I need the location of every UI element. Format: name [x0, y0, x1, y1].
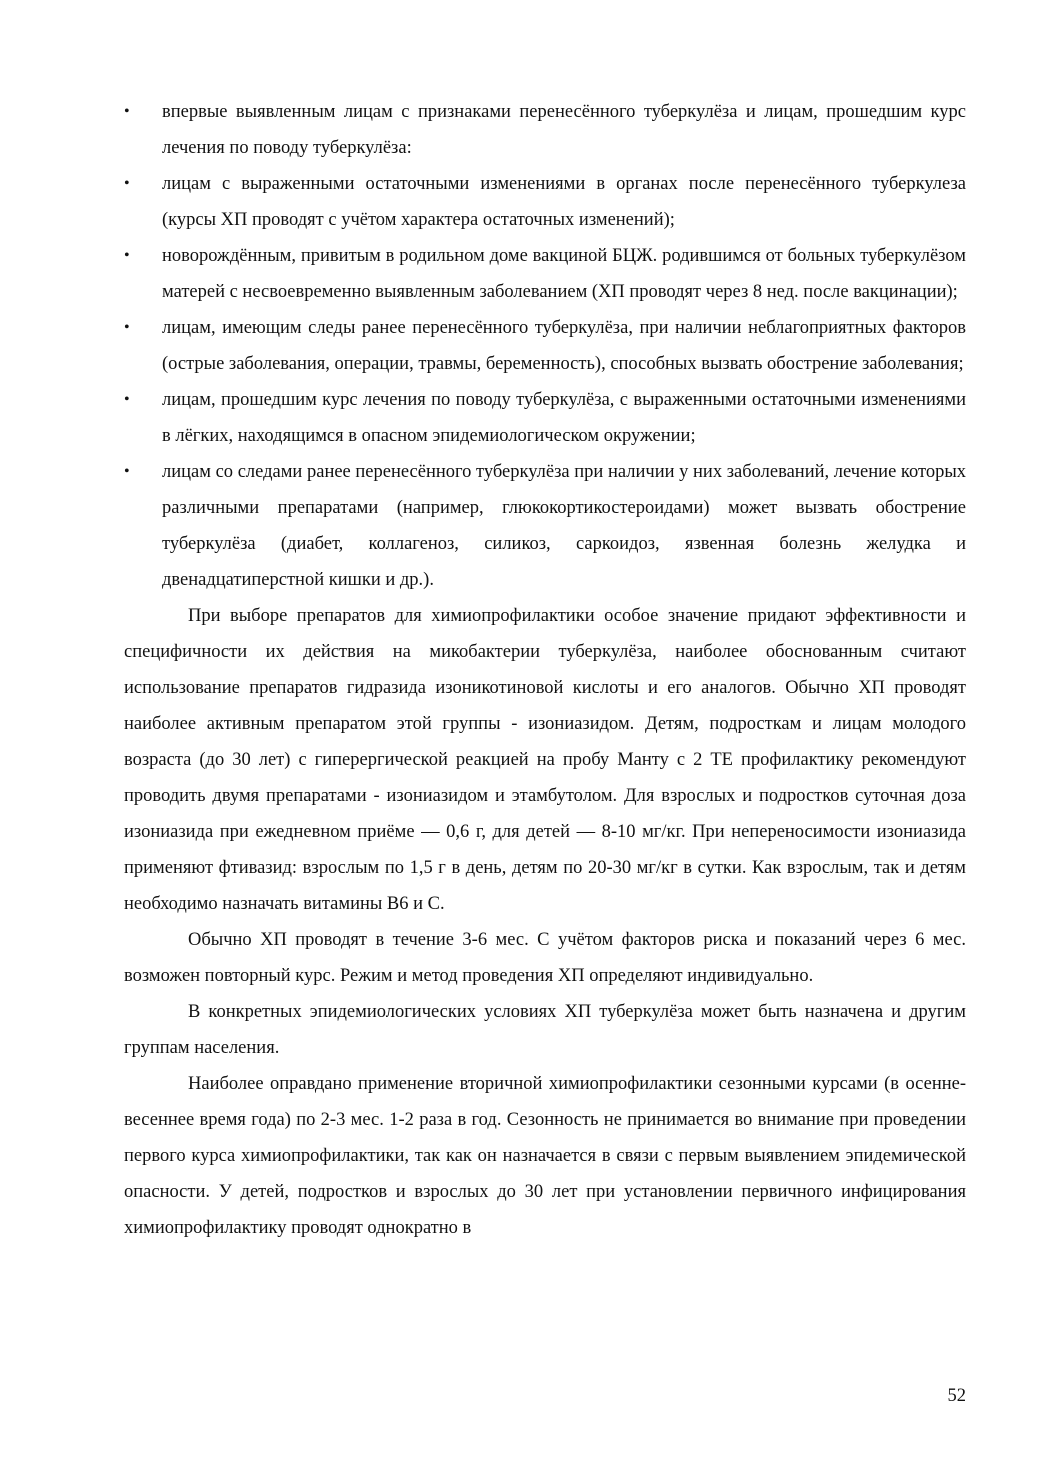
page-number: 52: [947, 1386, 966, 1406]
bullet-icon: •: [124, 103, 130, 120]
indications-list: [124, 94, 966, 598]
list-item: [124, 94, 966, 166]
list-item-text: новорождённым, привитым в родильном доме вакциной БЦЖ. родившимся от больных туберкулёзом матерей с несвоевременно выявленным заболеванием (ХП проводят через 8 нед. после вакцинации);: [162, 246, 966, 302]
list-item: [124, 310, 966, 382]
paragraph-seasonal-courses: Наиболее оправдано применение вторичной химиопрофилактики сезонными курсами (в осенне-весеннее время года) по 2-3 мес. 1-2 раза в год. Сезонность не принимается во внимание при проведении первого курса химиопрофилактики, так как он назначается в связи с первым выявлением эпидемической опасности. У детей, подростков и взрослых до 30 лет при установлении первичного инфицирования химиопрофилактику проводят однократно в: [124, 1074, 966, 1238]
bullet-icon: •: [124, 391, 130, 408]
paragraph-duration: Обычно ХП проводят в течение 3-6 мес. С учётом факторов риска и показаний через 6 мес. возможен повторный курс. Режим и метод проведения ХП определяют индивидуально.: [124, 930, 966, 986]
bullet-icon: •: [124, 247, 130, 264]
paragraph-other-groups: В конкретных эпидемиологических условиях ХП туберкулёза может быть назначена и другим группам населения.: [124, 1002, 966, 1058]
list-item-text: лицам с выраженными остаточными изменениями в органах после перенесённого туберкулеза (курсы ХП проводят с учётом характера остаточных изменений);: [162, 174, 966, 230]
list-item: [124, 166, 966, 238]
bullet-icon: •: [124, 175, 130, 192]
list-item-text: лицам, имеющим следы ранее перенесённого туберкулёза, при наличии неблагоприятных факторов (острые заболевания, операции, травмы, беременность), способных вызвать обострение заболевания;: [162, 318, 966, 374]
list-item-text: лицам, прошедшим курс лечения по поводу туберкулёза, с выраженными остаточными изменениями в лёгких, находящимся в опасном эпидемиологическом окружении;: [162, 390, 966, 446]
paragraph-drug-selection: При выборе препаратов для химиопрофилактики особое значение придают эффективности и специфичности их действия на микобактерии туберкулёза, наиболее обоснованным считают использование препаратов гидразида изоникотиновой кислоты и его аналогов. Обычно ХП проводят наиболее активным препаратом этой группы - изониазидом. Детям, подросткам и лицам молодого возраста (до 30 лет) с гиперергической реакцией на пробу Манту с 2 ТЕ профилактику рекомендуют проводить двумя препаратами - изониазидом и этамбутолом. Для взрослых и подростков суточная доза изониазида при ежедневном приёме — 0,6 г, для детей — 8-10 мг/кг. При непереносимости изониазида применяют фтивазид: взрослым по 1,5 г в день, детям по 20-30 мг/кг в сутки. Как взрослым, так и детям необходимо назначать витамины В6 и С.: [124, 606, 966, 914]
list-item: [124, 238, 966, 310]
bullet-icon: •: [124, 463, 130, 480]
list-item-text: лицам со следами ранее перенесённого туберкулёза при наличии у них заболеваний, лечение которых различными препаратами (например, глюкокортикостероидами) может вызвать обострение туберкулёза (диабет, коллагеноз, силикоз, саркоидоз, язвенная болезнь желудка и двенадцатиперстной кишки и др.).: [162, 462, 966, 590]
bullet-icon: •: [124, 319, 130, 336]
list-item: [124, 382, 966, 454]
list-item: [124, 454, 966, 598]
document-page: [124, 94, 966, 1246]
list-item-text: впервые выявленным лицам с признаками перенесённого туберкулёза и лицам, прошедшим курс лечения по поводу туберкулёза:: [162, 102, 966, 158]
